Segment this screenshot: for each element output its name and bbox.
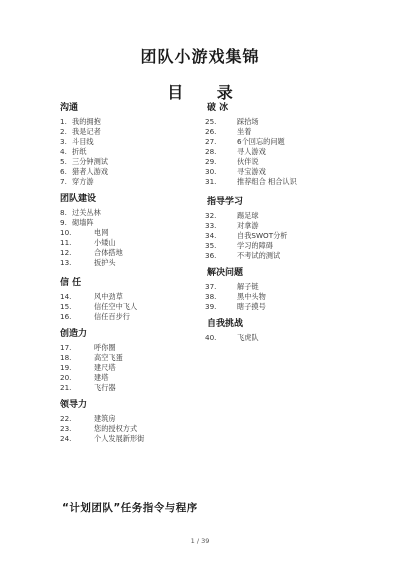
toc-entry-number: 24. <box>60 434 72 443</box>
toc-entry-number: 20. <box>60 373 72 382</box>
toc-entry-number: 28. <box>205 147 217 156</box>
toc-entry-number: 27. <box>205 137 217 146</box>
toc-entry-label: 6个回忘的问题 <box>237 137 285 146</box>
toc-entry-label: 对拿游 <box>237 221 259 230</box>
toc-entry-label: 推荐组合 相合认识 <box>237 177 297 186</box>
toc-entry-number: 25. <box>205 117 217 126</box>
toc-entry-number: 17. <box>60 343 72 352</box>
toc-section-title: 创造力 <box>60 329 88 339</box>
toc-entry[interactable] <box>205 231 375 241</box>
toc-entry-label: 我是记者 <box>72 127 101 136</box>
toc-entry[interactable] <box>205 333 375 343</box>
toc-entry-number: 10. <box>60 228 72 237</box>
toc-entry-number: 32. <box>205 211 217 220</box>
toc-entry-number: 1. <box>60 117 67 126</box>
toc-entry-label: 斗目线 <box>72 137 94 146</box>
toc-entry-label: 伙伴说 <box>237 157 259 166</box>
toc-entry-number: 19. <box>60 363 72 372</box>
toc-section-title: 沟通 <box>60 103 79 113</box>
toc-entry-number: 9. <box>60 218 67 227</box>
toc-entry-label: 个人发展新形街 <box>94 434 145 443</box>
toc-entry[interactable] <box>60 353 230 363</box>
toc-entry-label: 折纸 <box>72 147 87 156</box>
section-heading: “计划团队”任务指令与程序 <box>62 502 198 514</box>
toc-entry-number: 33. <box>205 221 217 230</box>
toc-entry-label: 解子链 <box>237 282 259 291</box>
toc-entry-number: 38. <box>205 292 217 301</box>
toc-entry-number: 37. <box>205 282 217 291</box>
toc-entry-label: 风中劲草 <box>94 292 123 301</box>
toc-entry-number: 3. <box>60 137 67 146</box>
toc-entry-number: 35. <box>205 241 217 250</box>
toc-entry[interactable] <box>60 414 230 424</box>
toc-entry-number: 23. <box>60 424 72 433</box>
toc-section-title: 自我挑战 <box>207 319 244 329</box>
toc-entry-label: 我的拥抱 <box>72 117 101 126</box>
toc-entry-label: 小矮山 <box>94 238 116 247</box>
toc-section-title: 解决问题 <box>207 268 244 278</box>
toc-entry-label: 自我SWOT分析 <box>237 231 288 240</box>
toc-entry-label: 穿方游 <box>72 177 94 186</box>
toc-entry[interactable] <box>60 363 230 373</box>
toc-section <box>205 102 375 187</box>
toc-entry-label: 不考试的测试 <box>237 251 281 260</box>
toc-entry-label: 您的授权方式 <box>94 424 138 433</box>
toc-entry-label: 三分钟测试 <box>72 157 108 166</box>
toc-entry[interactable] <box>205 137 375 147</box>
toc-entry-label: 呼你圈 <box>94 343 116 352</box>
toc-entry-number: 6. <box>60 167 67 176</box>
toc-entry-label: 寻人游戏 <box>237 147 266 156</box>
toc-entry-number: 34. <box>205 231 217 240</box>
toc-entry-number: 36. <box>205 251 217 260</box>
toc-entry-label: 建筑房 <box>94 414 116 423</box>
toc-entry-number: 26. <box>205 127 217 136</box>
toc-section <box>205 196 375 261</box>
toc-entry-number: 39. <box>205 302 217 311</box>
toc-entry-number: 5. <box>60 157 67 166</box>
toc-entry-label: 过关丛林 <box>72 208 101 217</box>
toc-entry-number: 4. <box>60 147 67 156</box>
toc-entry[interactable] <box>205 221 375 231</box>
document-title: 团队小游戏集锦 <box>140 47 260 66</box>
toc-entry-number: 21. <box>60 383 72 392</box>
toc-entry-label: 建塔 <box>94 373 109 382</box>
toc-entry-number: 30. <box>205 167 217 176</box>
toc-section-title: 团队建设 <box>60 194 97 204</box>
toc-entry-number: 8. <box>60 208 67 217</box>
toc-entry-label: 高空飞蛋 <box>94 353 123 362</box>
toc-entry-number: 22. <box>60 414 72 423</box>
toc-entry-number: 2. <box>60 127 67 136</box>
toc-section-title: 领导力 <box>60 400 88 410</box>
toc-entry[interactable] <box>205 177 375 187</box>
toc-entry-number: 7. <box>60 177 67 186</box>
toc-entry-label: 信任空中飞人 <box>94 302 138 311</box>
toc-entry[interactable] <box>205 147 375 157</box>
toc-entry-label: 合体搭地 <box>94 248 123 257</box>
toc-entry-number: 18. <box>60 353 72 362</box>
toc-section <box>205 318 375 343</box>
toc-entry[interactable] <box>60 434 230 444</box>
toc-entry-number: 13. <box>60 258 72 267</box>
toc-entry[interactable] <box>205 117 375 127</box>
toc-entry-label: 电网 <box>94 228 109 237</box>
toc-section-title: 信 任 <box>60 278 82 288</box>
toc-entry-label: 猎者人游戏 <box>72 167 108 176</box>
toc-entry[interactable] <box>60 383 230 393</box>
toc-entry-number: 16. <box>60 312 72 321</box>
toc-entry-number: 14. <box>60 292 72 301</box>
toc-section <box>60 399 230 444</box>
toc-entry-label: 踢足球 <box>237 211 259 220</box>
toc-entry[interactable] <box>205 127 375 137</box>
toc-entry-number: 31. <box>205 177 217 186</box>
toc-entry-number: 40. <box>205 333 217 342</box>
toc-entry[interactable] <box>205 211 375 221</box>
toc-entry[interactable] <box>205 241 375 251</box>
toc-entry-label: 坐着 <box>237 127 252 136</box>
toc-entry-number: 11. <box>60 238 72 247</box>
toc-entry-label: 寻宝游戏 <box>237 167 266 176</box>
page-number: 1 / 39 <box>190 537 210 545</box>
toc-entry[interactable] <box>60 373 230 383</box>
toc-entry[interactable] <box>205 282 375 292</box>
toc-entry-number: 12. <box>60 248 72 257</box>
toc-heading: 目 录 <box>167 83 247 102</box>
toc-entry[interactable] <box>205 157 375 167</box>
toc-entry-label: 瞎子摸号 <box>237 302 266 311</box>
toc-entry[interactable] <box>60 424 230 434</box>
toc-entry-label: 飞虎队 <box>237 333 259 342</box>
toc-entry-number: 29. <box>205 157 217 166</box>
toc-section-title: 破 冰 <box>207 103 229 113</box>
toc-entry-label: 扳护头 <box>94 258 116 267</box>
toc-section-title: 指导学习 <box>207 197 244 207</box>
toc-entry-number: 15. <box>60 302 72 311</box>
toc-entry-label: 踩拾场 <box>237 117 259 126</box>
toc-section <box>205 267 375 312</box>
toc-entry[interactable] <box>205 302 375 312</box>
toc-entry-label: 建尺塔 <box>94 363 116 372</box>
toc-entry-label: 砌墙阵 <box>72 218 94 227</box>
toc-entry[interactable] <box>205 292 375 302</box>
toc-entry-label: 信任百步行 <box>94 312 130 321</box>
toc-entry[interactable] <box>205 167 375 177</box>
toc-entry-label: 学习的障碍 <box>237 241 273 250</box>
toc-right-column <box>205 102 375 349</box>
toc-entry-label: 飞行器 <box>94 383 116 392</box>
toc-entry[interactable] <box>205 251 375 261</box>
toc-entry-label: 黑中头物 <box>237 292 266 301</box>
